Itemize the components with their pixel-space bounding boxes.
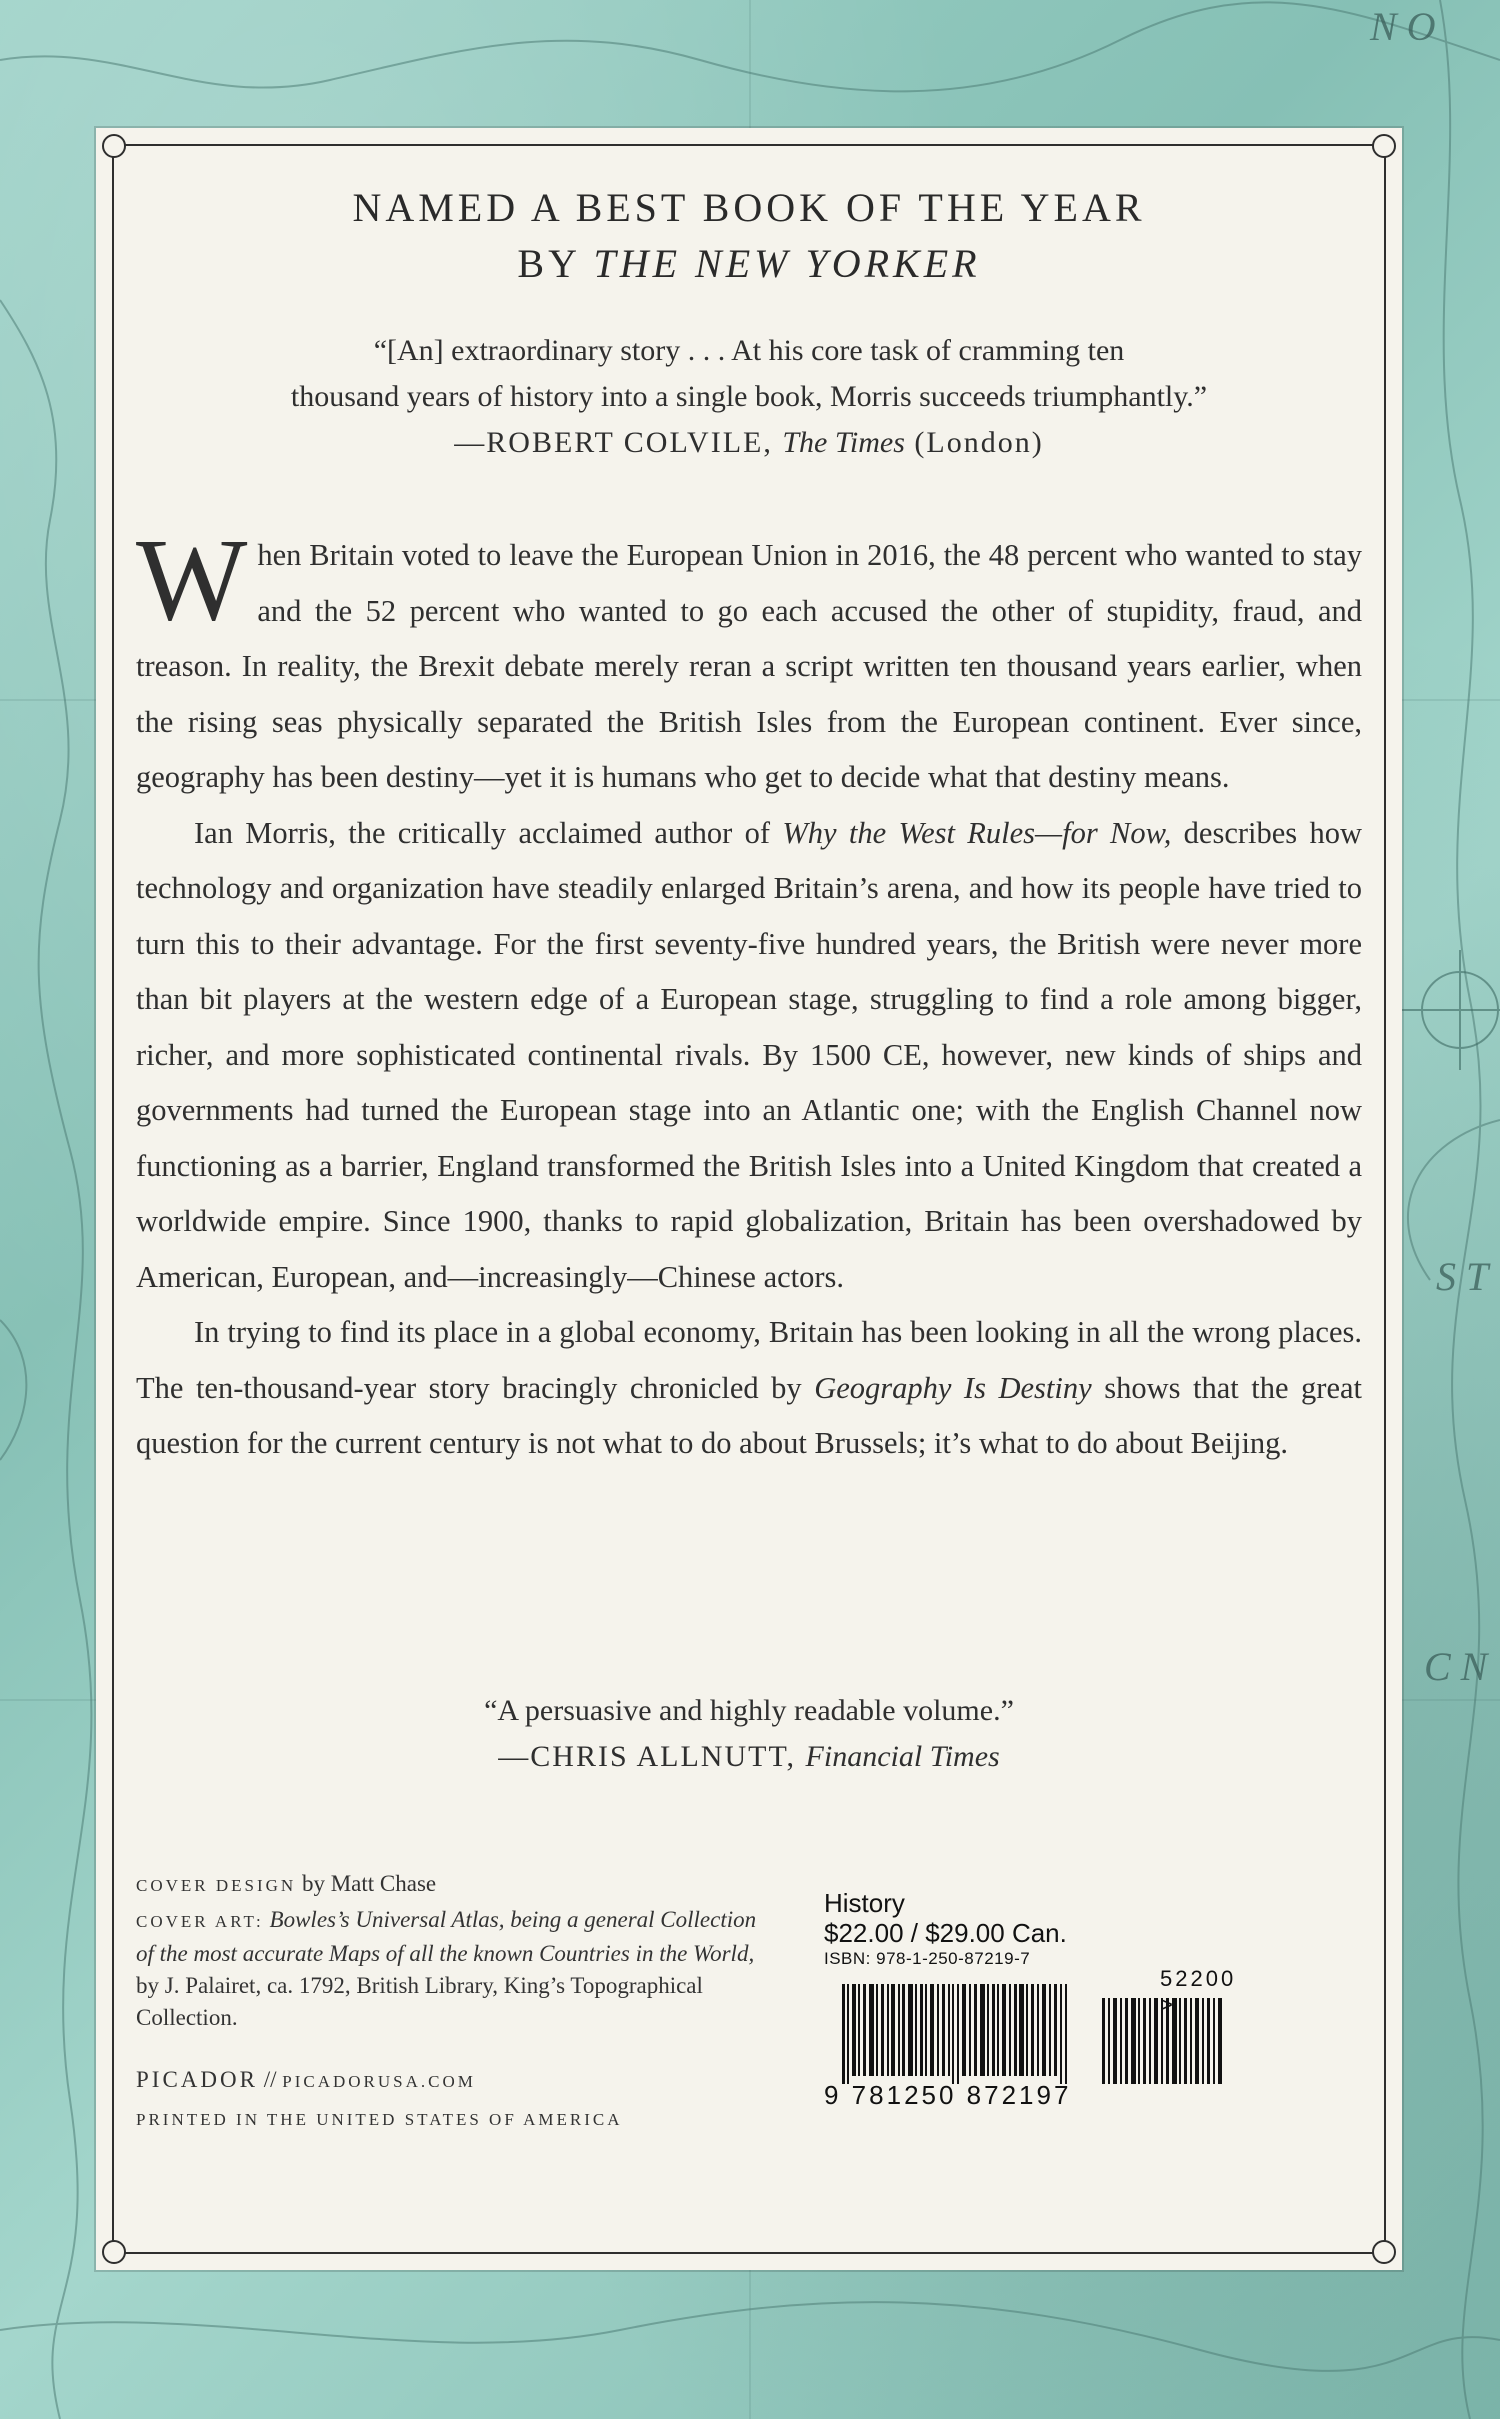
book-description: [136, 514, 1363, 1472]
cover-design-label: COVER DESIGN: [136, 1876, 297, 1895]
map-label-st: S T: [1436, 1254, 1489, 1299]
paragraph-3-text-a: In trying to find its place in a global economy, Britain has been looking in all the wrong places. The ten-thousand-year story bracingly chronicled by: [136, 1315, 1362, 1405]
map-label-north: N O: [1370, 4, 1436, 49]
quote-2-line-1: “A persuasive and highly readable volume.”: [484, 1694, 1014, 1727]
cover-art-title: Bowles’s Universal Atlas, being a general Collection of the most accurate Maps of all the known Countries in the World,: [136, 1907, 757, 1966]
barcode-addon-digits: 52200: [1160, 1966, 1237, 1991]
award-by: BY: [517, 241, 594, 286]
barcode-block: [824, 1888, 1244, 2108]
quote-1-source: The Times: [782, 426, 905, 459]
price-label: $22.00 / $29.00 Can.: [824, 1918, 1067, 1948]
genre-label: History: [824, 1888, 905, 1918]
quote-2-source: Financial Times: [805, 1740, 1000, 1773]
paragraph-2-text-b: describes how technology and organization have steadily enlarged Britain’s arena, and how its people have tried to turn this to their advantage. For the first seventy-five hundred years, the British were never more than bit players at the western edge of a European stage, struggling to find a role among bigger, richer, and more sophisticated continental rivals. By 1500 CE, however, new kinds of ships and governments had turned the European stage into an Atlantic one; with the English Channel now functioning as a barrier, England transformed the British Isles into a United Kingdom that created a worldwide empire. Since 1900, thanks to rapid globalization, Britain has been overshadowed by American, European, and—increasingly—Chinese actors.: [136, 815, 1362, 1294]
map-label-cn: C N: [1424, 1644, 1488, 1689]
review-quote-1: [96, 328, 1402, 466]
award-line-2: [96, 236, 1402, 292]
paragraph-3-book-title: Geography Is Destiny: [814, 1370, 1092, 1405]
cover-art-source: by J. Palairet, ca. 1792, British Library, King’s Topographical Collection.: [136, 1973, 703, 2030]
drop-cap: W: [136, 514, 248, 645]
award-heading: [96, 180, 1402, 292]
quote-1-author: —ROBERT COLVILE,: [454, 426, 783, 459]
description-paragraph-1: [136, 514, 1362, 806]
award-publication: THE NEW YORKER: [593, 241, 981, 286]
quote-2-attribution: [96, 1734, 1402, 1780]
publisher-separator: //: [257, 2067, 283, 2092]
paragraph-1-text: hen Britain voted to leave the European Union in 2016, the 48 percent who wanted to stay and the 52 percent who wanted to go each accused the other of stupidity, fraud, and treason. In reality, the Brexit debate merely reran a script written ten thousand years earlier, when the rising seas physically separated the British Isles from the European continent. Ever since, geography has been destiny—yet it is humans who get to decide what that destiny means.: [136, 538, 1362, 794]
quote-1-attribution: [96, 420, 1402, 466]
publisher-line: [136, 2064, 776, 2098]
publisher-website: PICADORUSA.COM: [282, 2072, 476, 2091]
printed-in: PRINTED IN THE UNITED STATES OF AMERICA: [136, 2110, 623, 2129]
barcode-digits: 9 781250 872197: [824, 2080, 1072, 2110]
description-paragraph-3: [136, 1305, 1362, 1472]
cover-art-label: COVER ART:: [136, 1912, 264, 1931]
cover-design-credit: [136, 1868, 776, 1902]
quote-1-location: (London): [904, 426, 1044, 459]
paragraph-2-book-title: Why the West Rules—for Now,: [782, 815, 1172, 850]
paragraph-2-text-a: Ian Morris, the critically acclaimed author of: [194, 815, 783, 850]
award-line-1: NAMED A BEST BOOK OF THE YEAR: [352, 185, 1146, 230]
cover-design-name: by Matt Chase: [296, 1871, 437, 1896]
review-quote-2: [96, 1688, 1402, 1780]
quote-1-line-2: thousand years of history into a single book, Morris succeeds triumphantly.”: [290, 380, 1208, 413]
description-paragraph-2: [136, 806, 1362, 1306]
paragraph-3-text-b: shows that the great question for the current century is not what to do about Brussels; it’s what to do about Beijing.: [136, 1370, 1363, 1460]
publisher-name: PICADOR: [136, 2067, 258, 2092]
cover-art-credit: [136, 1904, 776, 2034]
quote-2-author: —CHRIS ALLNUTT,: [498, 1740, 806, 1773]
cover-credits: [136, 1868, 776, 2142]
isbn-label: ISBN: 978-1-250-87219-7: [824, 1949, 1031, 1968]
quote-1-line-1: “[An] extraordinary story . . . At his core task of cramming ten: [373, 334, 1125, 367]
text-panel: [96, 128, 1402, 2270]
